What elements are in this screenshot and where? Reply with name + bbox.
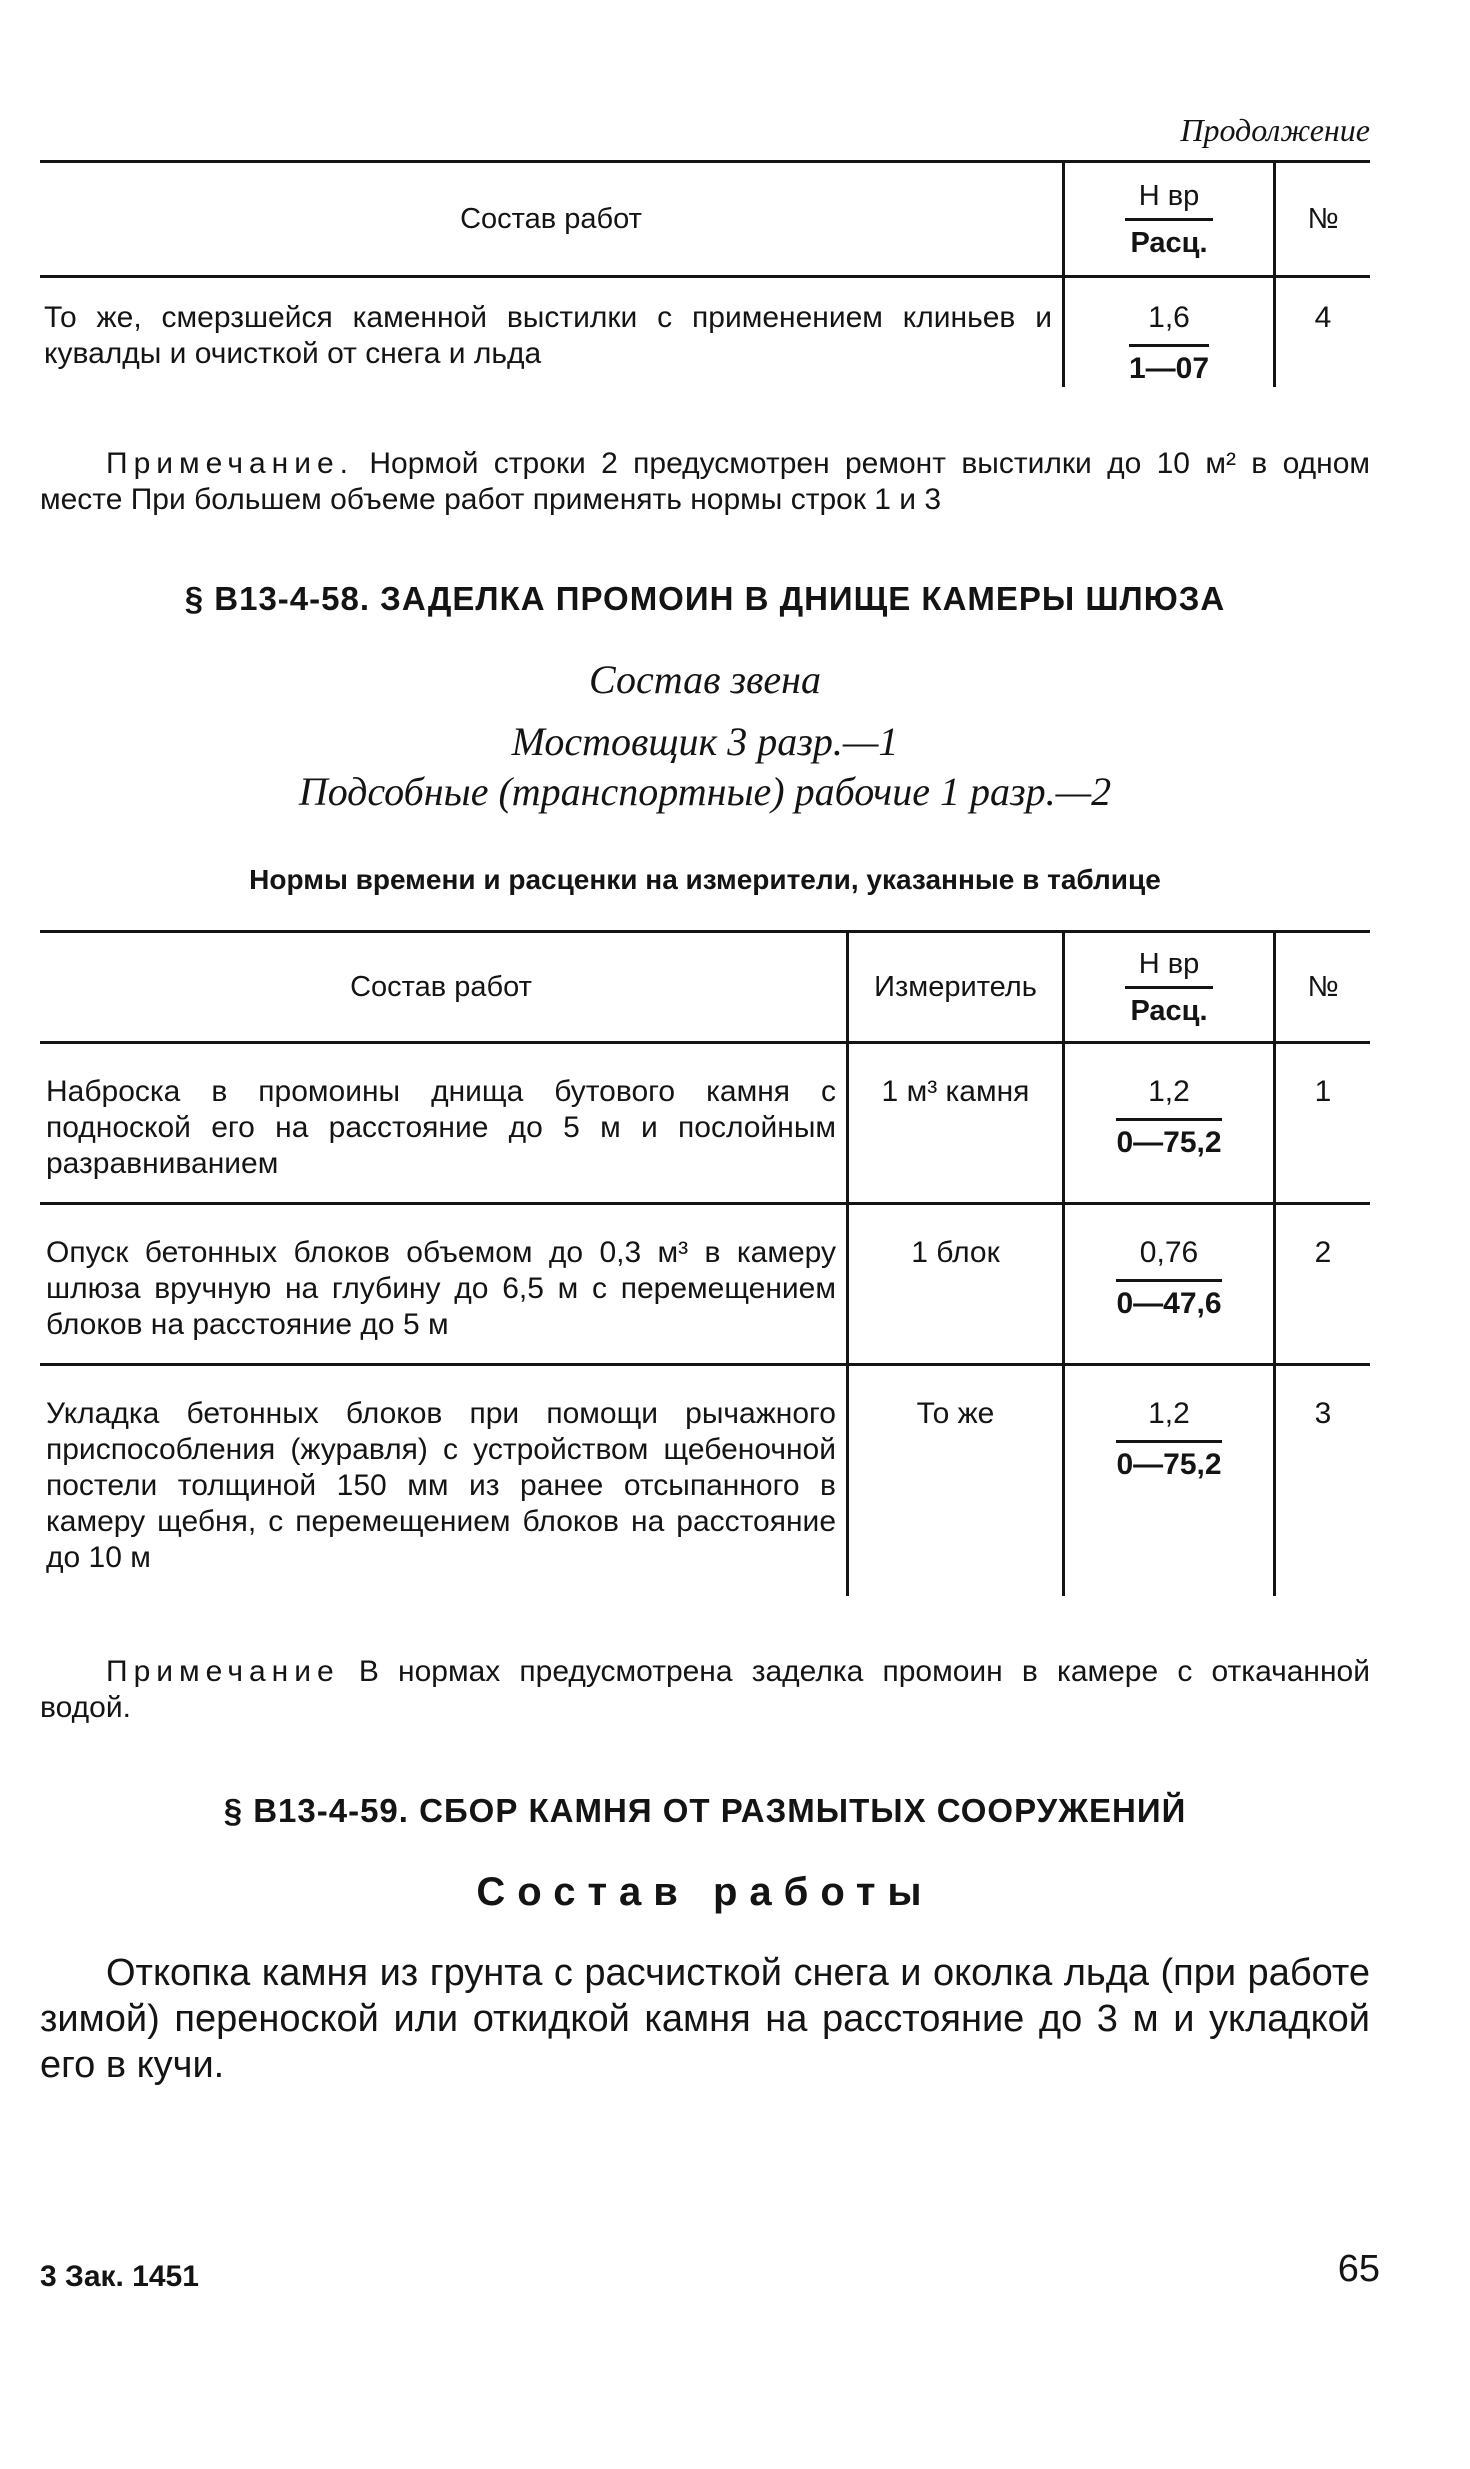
norm-time: 1,2 (1116, 1074, 1221, 1121)
crew-member-1: Мостовщик 3 разр.—1 (511, 719, 899, 764)
norm-time: 1,2 (1116, 1396, 1221, 1443)
page-number: 65 (1337, 2248, 1380, 2290)
note-label: Примечание (106, 1655, 340, 1688)
order-number: 3 Зак. 1451 (40, 2260, 199, 2293)
row-number: 3 (1314, 1397, 1332, 1430)
rate: 1—07 (1128, 352, 1210, 385)
table-row (40, 1204, 1370, 1365)
note-text: Нормой строки 2 предусмотрен ремонт выстилки до 10 м² в одном месте При большем объеме работ применять нормы строк 1 и 3 (40, 447, 1370, 516)
note-2 (40, 1654, 1370, 1726)
header-norm (1064, 932, 1275, 1043)
row-work: Укладка бетонных блоков при помощи рычажного приспособления (журавля) с устройством щебеночной постели толщиной 150 мм из ранее отсыпанного в камеру щебня, с перемещением блоков на расстояние до 10 м (46, 1397, 836, 1574)
row-number: 4 (1314, 301, 1332, 334)
note-label: Примечание. (106, 447, 354, 480)
note-text: В нормах предусмотрена заделка промоин в камере с откачанной водой. (40, 1655, 1370, 1724)
row-work: То же, смерзшейся каменной выстилки с применением клиньев и кувалды и очисткой от снега и льда (44, 301, 1052, 370)
rate: 0—75,2 (1116, 1126, 1222, 1159)
row-unit: 1 м³ камня (848, 1043, 1064, 1204)
section-heading-59: § В13-4-59. СБОР КАМНЯ ОТ РАЗМЫТЫХ СООРУЖЕНИЙ (223, 1792, 1187, 1829)
work-title: Состав работы (476, 1870, 934, 1914)
header-number: № (1275, 932, 1371, 1043)
continuation-label: Продолжение (1180, 112, 1370, 148)
row-unit: То же (848, 1365, 1064, 1597)
rate: 0—75,2 (1116, 1448, 1222, 1481)
norm-time: 0,76 (1116, 1235, 1221, 1282)
row-work: Наброска в промоины днища бутового камня с подноской его на расстояние до 5 м и послойным разравниванием (40, 1043, 848, 1204)
row-work: Опуск бетонных блоков объемом до 0,3 м³ в камеру шлюза вручную на глубину до 6,5 м с перемещением блоков на расстояние до 5 м (40, 1204, 848, 1365)
crew-title: Состав звена (588, 657, 821, 702)
row-norm (1064, 1204, 1275, 1365)
header-number: № (1275, 162, 1371, 277)
row-norm (1064, 277, 1275, 388)
header-norm-time: Н вр (1125, 946, 1214, 989)
table-header-row (40, 932, 1370, 1043)
table-row (40, 1043, 1370, 1204)
row-number: 2 (1275, 1204, 1371, 1365)
note-1 (40, 446, 1370, 518)
row-norm (1064, 1365, 1275, 1597)
table-row (40, 1365, 1370, 1597)
row-norm (1064, 1043, 1275, 1204)
header-work: Состав работ (40, 162, 1064, 277)
row-unit: 1 блок (848, 1204, 1064, 1365)
header-unit: Измеритель (848, 932, 1064, 1043)
norm-time: 1,6 (1129, 300, 1209, 347)
norms-subheading: Нормы времени и расценки на измерители, указанные в таблице (249, 864, 1161, 895)
section-heading-58: § В13-4-58. ЗАДЕЛКА ПРОМОИН В ДНИЩЕ КАМЕРЫ ШЛЮЗА (184, 580, 1226, 617)
work-description: Откопка камня из грунта с расчисткой снега и околка льда (при работе зимой) переноской или откидкой камня на расстояние до 3 м и укладкой его в кучи. (40, 1952, 1370, 2086)
norms-table (40, 930, 1370, 1596)
table-row (40, 277, 1370, 388)
header-rate: Расц. (1130, 994, 1208, 1027)
rate: 0—47,6 (1116, 1287, 1222, 1320)
header-work: Состав работ (40, 932, 848, 1043)
header-rate: Расц. (1130, 226, 1208, 259)
header-norm-time: Н вр (1125, 178, 1214, 221)
row-number: 1 (1275, 1043, 1371, 1204)
table-header-row (40, 162, 1370, 277)
crew-member-2: Подсобные (транспортные) рабочие 1 разр.—2 (298, 769, 1112, 814)
continuation-table (40, 160, 1370, 387)
header-norm (1064, 162, 1275, 277)
